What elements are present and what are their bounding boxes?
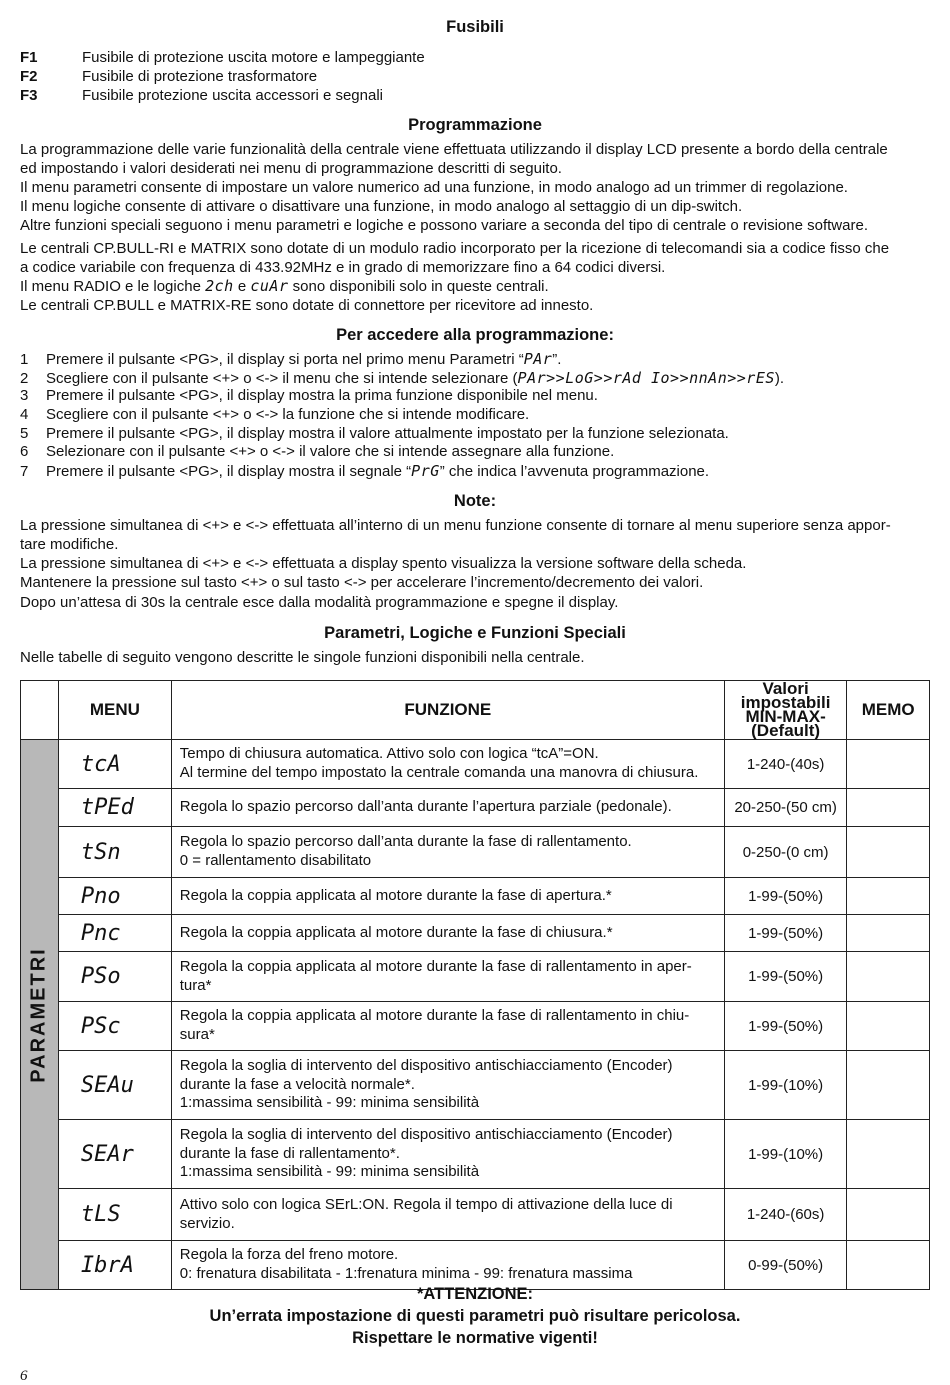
note-paragraph: La pressione simultanea di <+> e <-> effettuata all’interno di un menu funzione consente di tornare al menu superiore senza appor- <box>20 517 891 534</box>
header-menu: MENU <box>58 681 171 740</box>
prog-paragraph: Il menu logiche consente di attivare o disattivare una funzione, in modo analogo al settaggio di un dip-switch. <box>20 198 743 215</box>
note-paragraph: Dopo un’attesa di 30s la centrale esce dalla modalità programmazione e spegne il display. <box>20 594 619 611</box>
note-paragraph: La pressione simultanea di <+> e <-> effettuata a display spento visualizza la versione software della scheda. <box>20 555 747 572</box>
description-line: Regola la soglia di intervento del dispositivo antischiacciamento (Encoder) <box>179 1057 673 1075</box>
description-line: Al termine del tempo impostato la centrale comanda una manovra di chiusura. <box>179 764 699 781</box>
memo-cell <box>847 1051 930 1120</box>
menu-code: IbrA <box>58 1241 171 1290</box>
description-line: Regola la coppia applicata al motore durante la fase di rallentamento in aper- <box>179 957 692 975</box>
function-description <box>171 1002 724 1051</box>
table-row <box>21 827 930 878</box>
lcd-code: 2ch <box>205 277 234 295</box>
fuse-row-f1 <box>20 48 425 67</box>
attenzione-line: Rispettare le normative vigenti! <box>352 1329 598 1347</box>
table-row <box>21 740 930 789</box>
step-text: Premere il pulsante <PG>, il display mostra il valore attualmente impostato per la funzione selezionata. <box>46 425 729 442</box>
description-line: 0: frenatura disabilitata - 1:frenatura minima - 99: frenatura massima <box>179 1265 633 1282</box>
header-valori <box>724 681 846 740</box>
step-item <box>20 350 561 370</box>
table-row <box>21 915 930 952</box>
description-line: Regola lo spazio percorso dall’anta durante la fase di rallentamento. <box>179 833 632 851</box>
menu-code: Pno <box>58 878 171 915</box>
step-item <box>20 406 529 425</box>
step-text: Premere il pulsante <PG>, il display mostra il segnale “ <box>46 463 412 480</box>
fuse-text: Fusibile protezione uscita accessori e segnali <box>82 87 383 104</box>
prog-paragraph-radio <box>20 277 932 296</box>
description-line: Regola lo spazio percorso dall’anta durante l’apertura parziale (pedonale). <box>179 798 672 816</box>
value-range: 1-99-(50%) <box>724 952 846 1002</box>
side-label-parametri: PARAMETRI <box>27 946 50 1083</box>
lcd-code: cuAr <box>250 277 289 295</box>
value-range: 1-240-(60s) <box>724 1189 846 1241</box>
menu-code: PSo <box>58 952 171 1002</box>
value-range: 1-99-(50%) <box>724 878 846 915</box>
description-line: Regola la coppia applicata al motore durante la fase di apertura.* <box>179 886 612 904</box>
accesso-title: Per accedere alla programmazione: <box>336 326 614 344</box>
memo-cell <box>847 789 930 827</box>
table-row <box>21 1189 930 1241</box>
value-range: 0-99-(50%) <box>724 1241 846 1290</box>
description-line: 1:massima sensibilità - 99: minima sensibilità <box>179 1163 480 1181</box>
value-range: 1-99-(10%) <box>724 1120 846 1189</box>
description-line: Regola la forza del freno motore. <box>179 1246 399 1264</box>
menu-code: tSn <box>58 827 171 878</box>
step-number: 7 <box>20 463 29 480</box>
memo-cell <box>847 952 930 1002</box>
table-row <box>21 1120 930 1189</box>
page-number: 6 <box>20 1368 28 1384</box>
header-memo: MEMO <box>847 681 930 740</box>
step-item <box>20 425 729 444</box>
side-label-cell <box>21 740 59 1290</box>
value-range: 0-250-(0 cm) <box>724 827 846 878</box>
description-line: Regola la soglia di intervento del dispositivo antischiacciamento (Encoder) <box>179 1126 673 1144</box>
step-item <box>20 443 614 462</box>
memo-cell <box>847 827 930 878</box>
attenzione-title: *ATTENZIONE: <box>416 1285 534 1303</box>
menu-code: SEAr <box>58 1120 171 1189</box>
function-description <box>171 789 724 827</box>
function-description <box>171 1120 724 1189</box>
table-row <box>21 878 930 915</box>
description-line: Regola la coppia applicata al motore durante la fase di rallentamento in chiu- <box>179 1007 690 1025</box>
note-paragraph: Mantenere la pressione sul tasto <+> o sul tasto <-> per accelerare l’incremento/decremento dei valori. <box>20 574 704 591</box>
menu-code: tPEd <box>58 789 171 827</box>
description-line: tura* <box>179 976 212 994</box>
function-description <box>171 1051 724 1120</box>
menu-code: SEAu <box>58 1051 171 1120</box>
function-description <box>171 915 724 952</box>
description-line: Regola la coppia applicata al motore durante la fase di chiusura.* <box>179 923 613 941</box>
blank-corner <box>21 681 59 740</box>
function-description <box>171 878 724 915</box>
table-row <box>21 952 930 1002</box>
description-line: Attivo solo con logica SErL:ON. Regola il tempo di attivazione della luce di <box>179 1195 673 1213</box>
step-item <box>20 387 598 406</box>
parametri-intro: Nelle tabelle di seguito vengono descritte le singole funzioni disponibili nella centrale. <box>20 649 585 666</box>
memo-cell <box>847 1189 930 1241</box>
step-item <box>20 369 784 389</box>
step-number: 2 <box>20 370 29 387</box>
parametri-section-title: Parametri, Logiche e Funzioni Speciali <box>324 624 626 642</box>
fuse-text: Fusibile di protezione trasformatore <box>82 68 318 85</box>
header-funzione: FUNZIONE <box>171 681 724 740</box>
text: sono disponibili solo in queste centrali. <box>292 278 549 295</box>
fusibili-title: Fusibili <box>446 18 504 36</box>
function-description <box>171 740 724 789</box>
step-number: 6 <box>20 443 29 460</box>
lcd-code: PAr <box>523 350 553 368</box>
step-text: Scegliere con il pulsante <+> o <-> la funzione che si intende modificare. <box>46 406 530 423</box>
step-number: 5 <box>20 425 29 442</box>
lcd-code: PAr>>LoG>>rAd Io>>nnAn>>rES <box>517 369 775 387</box>
prog-paragraph: Il menu parametri consente di impostare un valore numerico ad una funzione, in modo analogo ad un trimmer di regolazione. <box>20 179 848 196</box>
value-range: 1-240-(40s) <box>724 740 846 789</box>
menu-code: PSc <box>58 1002 171 1051</box>
parametri-table <box>20 680 930 1290</box>
prog-paragraph: Le centrali CP.BULL-RI e MATRIX sono dotate di un modulo radio incorporato per la ricezione di telecomandi sia a codice fisso che <box>20 240 890 257</box>
fuse-row-f3 <box>20 86 383 105</box>
prog-paragraph: La programmazione delle varie funzionalità della centrale viene effettuata utilizzando il display LCD presente a bordo della centrale <box>20 141 888 158</box>
memo-cell <box>847 1120 930 1189</box>
fuse-code: F2 <box>20 68 38 85</box>
fuse-row-f2 <box>20 67 317 86</box>
prog-paragraph: Le centrali CP.BULL e MATRIX-RE sono dotate di connettore per ricevitore ad innesto. <box>20 297 594 314</box>
programmazione-title: Programmazione <box>408 116 542 134</box>
description-line: servizio. <box>179 1214 235 1232</box>
memo-cell <box>847 915 930 952</box>
step-text: Premere il pulsante <PG>, il display si porta nel primo menu Parametri “ <box>46 351 524 368</box>
table-row <box>21 789 930 827</box>
function-description <box>171 827 724 878</box>
prog-paragraph: Altre funzioni speciali seguono i menu parametri e logiche e possono variare a seconda del tipo di centrale o revisione software. <box>20 217 868 234</box>
description-line: durante la fase a velocità normale*. <box>179 1075 415 1093</box>
step-text: ). <box>774 370 785 387</box>
note-title: Note: <box>453 492 497 510</box>
value-range: 20-250-(50 cm) <box>724 789 846 827</box>
description-line: Tempo di chiusura automatica. Attivo solo con logica “tcA”=ON. <box>179 745 599 763</box>
note-paragraph: tare modifiche. <box>20 536 119 553</box>
description-line: durante la fase di rallentamento*. <box>179 1144 400 1162</box>
step-text: ” che indica l’avvenuta programmazione. <box>439 463 710 480</box>
prog-paragraph: a codice variabile con frequenza di 433.92MHz e in grado di memorizzare fino a 64 codici diversi. <box>20 259 666 276</box>
header-valori-line1: Valori impostabili <box>740 679 831 712</box>
fuse-code: F1 <box>20 49 38 66</box>
menu-code: Pnc <box>58 915 171 952</box>
header-valori-line2: MIN-MAX-(Default) <box>745 707 826 740</box>
menu-code: tcA <box>58 740 171 789</box>
step-item <box>20 462 709 482</box>
text: e <box>237 278 247 295</box>
value-range: 1-99-(50%) <box>724 915 846 952</box>
step-number: 1 <box>20 351 29 368</box>
table-header-row <box>21 681 930 740</box>
description-line: sura* <box>179 1026 215 1043</box>
table-row <box>21 1002 930 1051</box>
memo-cell <box>847 1002 930 1051</box>
table-row <box>21 1051 930 1120</box>
memo-cell <box>847 878 930 915</box>
step-text: ”. <box>552 351 562 368</box>
value-range: 1-99-(50%) <box>724 1002 846 1051</box>
description-line: 0 = rallentamento disabilitato <box>179 852 372 869</box>
fuse-code: F3 <box>20 87 38 104</box>
description-line: 1:massima sensibilità - 99: minima sensibilità <box>179 1094 480 1112</box>
fuse-text: Fusibile di protezione uscita motore e lampeggiante <box>82 49 425 66</box>
text: Il menu RADIO e le logiche <box>20 278 201 295</box>
step-text: Premere il pulsante <PG>, il display mostra la prima funzione disponibile nel menu. <box>46 387 598 404</box>
attenzione-line: Un’errata impostazione di questi parametri può risultare pericolosa. <box>209 1307 741 1325</box>
prog-paragraph: ed impostando i valori desiderati nei menu di programmazione descritti di seguito. <box>20 160 562 177</box>
step-number: 4 <box>20 406 29 423</box>
step-text: Scegliere con il pulsante <+> o <-> il menu che si intende selezionare ( <box>46 370 518 387</box>
value-range: 1-99-(10%) <box>724 1051 846 1120</box>
memo-cell <box>847 740 930 789</box>
function-description <box>171 952 724 1002</box>
step-number: 3 <box>20 387 29 404</box>
function-description <box>171 1189 724 1241</box>
lcd-code: PrG <box>411 462 440 480</box>
menu-code: tLS <box>58 1189 171 1241</box>
step-text: Selezionare con il pulsante <+> o <-> il valore che si intende assegnare alla funzione. <box>46 443 615 460</box>
